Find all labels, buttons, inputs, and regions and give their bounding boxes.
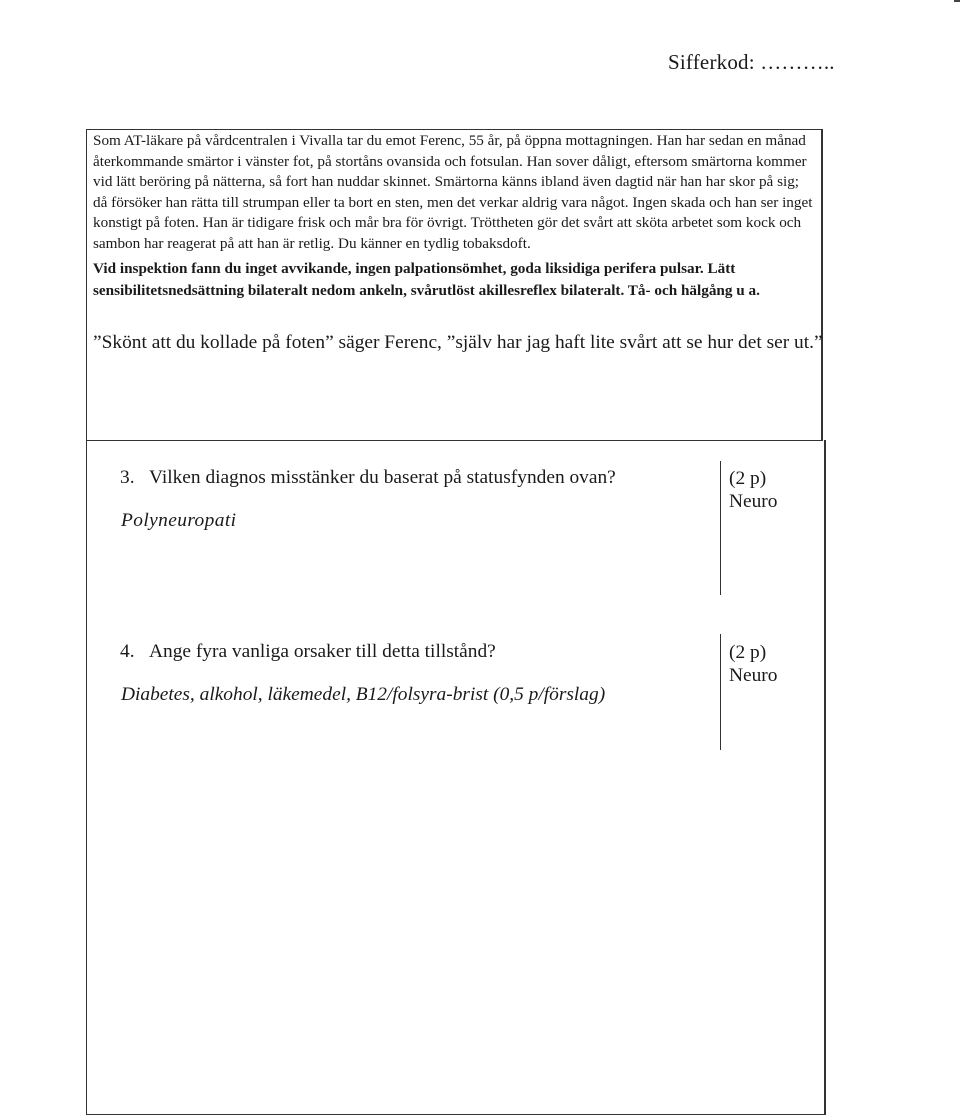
case-description: Som AT-läkare på vårdcentralen i Vivalla tar du emot Ferenc, 55 år, på öppna mottagningen. Han har sedan en månad återkommande smärtor i vänster fot, på stortåns ovansida och fotsulan. Han sover dåligt, eftersom smärtorna kommer vid lätt beröring på nätterna, så fort han nuddar skinnet. Smärtorna känns ibland även dagtid när han har skor på sig; då försöker han rätta till strumpan eller ta bort en sten, men det verkar aldrig vara något. Ingen skada och han ser inget konstigt på foten. Han är tidigare frisk och mår bra för övrigt. Tröttheten gör det svårt att sköta arbetet som kock och sambon har reagerat på att han är retlig. Du känner en tydlig tobaksdoft. — [93, 132, 813, 252]
points-category: Neuro — [729, 491, 778, 512]
points-column-divider — [720, 461, 721, 595]
points-value: (2 p) — [729, 468, 767, 489]
answer-frame — [86, 440, 826, 1115]
points-value: (2 p) — [729, 642, 767, 663]
answer-3: Polyneuropati — [121, 510, 237, 531]
patient-quote: ”Skönt att du kollade på foten” säger Ferenc, ”själv har jag haft lite svårt att se hur det ser ut.” — [93, 332, 823, 353]
scan-edge-mark — [954, 0, 960, 2]
question-3 — [120, 467, 616, 489]
question-text: Ange fyra vanliga orsaker till detta tillstånd? — [149, 641, 496, 662]
points-category: Neuro — [729, 665, 778, 686]
answer-4: Diabetes, alkohol, läkemedel, B12/folsyra-brist (0,5 p/förslag) — [121, 684, 606, 705]
examination-findings: Vid inspektion fann du inget avvikande, ingen palpationsömhet, goda liksidiga perifera pulsar. Lätt sensibilitetsnedsättning bilateralt nedom ankeln, svårutlöst akillesreflex bilateralt. Tå- och hälgång u a. — [93, 260, 760, 299]
question-number: 4. — [120, 641, 135, 662]
code-label: Sifferkod: ……….. — [668, 50, 835, 74]
points-column-divider — [720, 634, 721, 750]
question-text: Vilken diagnos misstänker du baserat på statusfynden ovan? — [149, 467, 616, 488]
question-number: 3. — [120, 467, 135, 488]
question-4 — [120, 641, 496, 663]
points-4 — [729, 641, 777, 687]
points-3 — [729, 467, 777, 513]
